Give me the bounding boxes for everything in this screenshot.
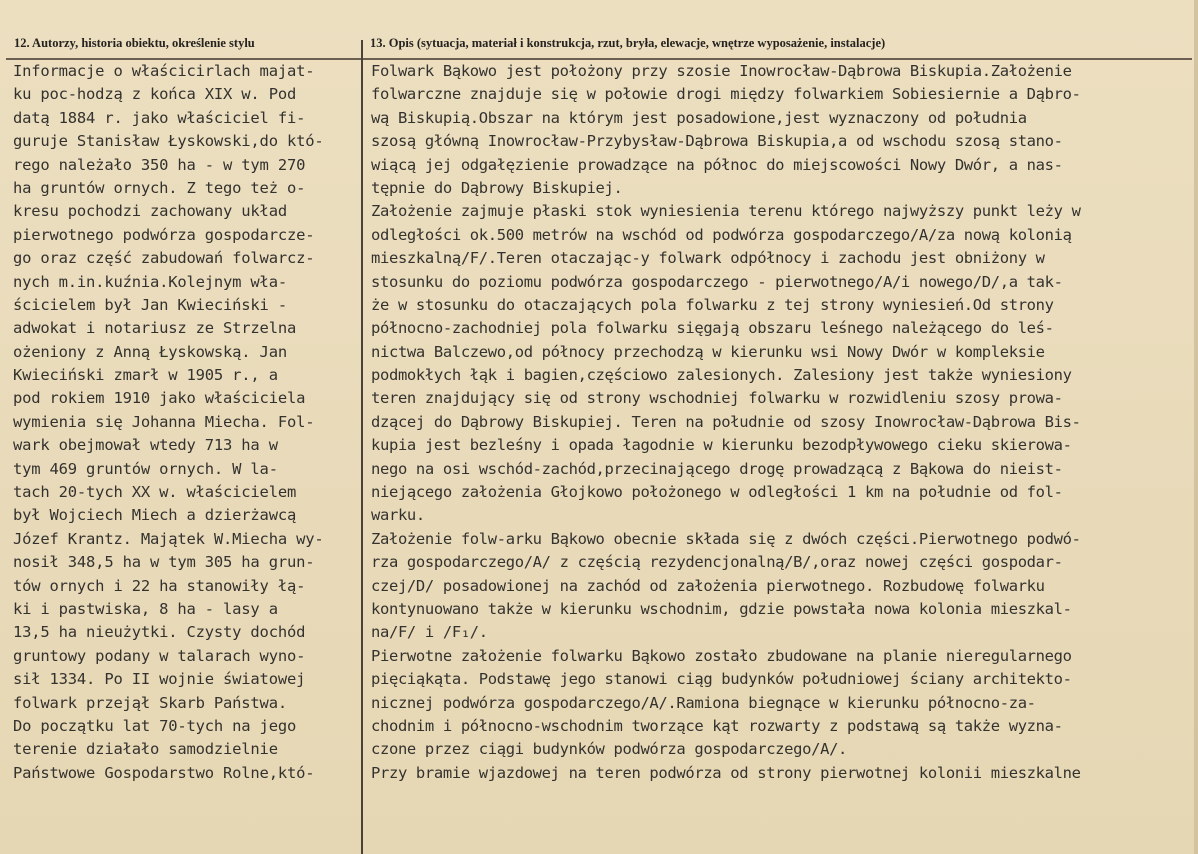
- history-text-line: kresu pochodzi zachowany układ: [13, 202, 287, 221]
- description-text-line: nictwa Balczewo,od północy przechodzą w kierunku wsi Nowy Dwór w kompleksie: [371, 342, 1045, 361]
- history-text-line: terenie działało samodzielnie: [13, 740, 278, 759]
- description-text-line: czone przez ciągi budynków podwórza gospodarczego/A/.: [371, 740, 848, 759]
- description-text-line: Założenie folw-arku Bąkowo obecnie składa się z dwóch części.Pierwotnego podwó-: [371, 529, 1081, 548]
- history-text-line: pierwotnego podwórza gospodarcze-: [13, 225, 315, 244]
- description-text-line: pięciąkąta. Podstawę jego stanowi ciąg budynków południowej ściany architekto-: [371, 670, 1072, 689]
- description-text-line: północno-zachodniej pola folwarku sięgają obszaru leśnego należącego do leś-: [371, 319, 1054, 338]
- description-text-line: nego na osi wschód-zachód,przecinającego drogę prowadzącą z Bąkowa do nieist-: [371, 459, 1063, 478]
- description-text-line: chodnim i północno-wschodnim tworzące kąt rozwarty z podstawą są także wyzna-: [371, 716, 1063, 735]
- description-text-line: na/F/ i /F₁/.: [371, 623, 488, 642]
- history-text-line: go oraz część zabudowań folwarcz-: [13, 249, 315, 268]
- description-text-line: Folwark Bąkowo jest położony przy szosie Inowrocław-Dąbrowa Biskupia.Założenie: [371, 62, 1072, 80]
- description-text-line: kupia jest bezleśny i opada łagodnie w kierunku bezodpływowego cieku skierowa-: [371, 436, 1072, 455]
- history-text-line: tów ornych i 22 ha stanowiły łą-: [13, 576, 306, 595]
- description-text-line: wą Biskupią.Obszar na którym jest posadowione,jest wyznaczony od południa: [371, 108, 1027, 127]
- history-text-line: sił 1334. Po II wojnie światowej: [13, 670, 306, 689]
- description-text-line: stosunku do poziomu podwórza gospodarczego - pierwotnego/A/i nowego/D/,a tak-: [371, 272, 1063, 291]
- history-text-line: ha gruntów ornych. Z tego też o-: [13, 178, 306, 197]
- history-text-line: nosił 348,5 ha w tym 305 ha grun-: [13, 553, 315, 572]
- history-text-line: Informacje o właścicirlach majat-: [13, 62, 315, 80]
- history-text-line: Józef Krantz. Majątek W.Miecha wy-: [13, 529, 324, 548]
- description-text-line: mieszkalną/F/.Teren otaczając-y folwark odpółnocy i zachodu jest obniżony w: [371, 249, 1045, 268]
- history-text-line: Kwieciński zmarł w 1905 r., a: [13, 366, 278, 385]
- history-text-line: wark obejmował wtedy 713 ha w: [13, 436, 278, 455]
- description-text-line: czej/D/ posadowionej na zachód od założenia pierwotnego. Rozbudowę folwarku: [371, 576, 1045, 595]
- history-text-line: tym 469 gruntów ornych. W la-: [13, 459, 278, 478]
- description-text-line: szosą główną Inowrocław-Przybysław-Dąbrowa Biskupia,a od wschodu szosą stano-: [371, 132, 1063, 151]
- description-text-line: rza gospodarczego/A/ z częścią rezydencjonalną/B/,oraz nowej części gospodar-: [371, 553, 1063, 572]
- description-text-line: teren znajdujący się od strony wschodniej folwarku w rozwidleniu szosy prowa-: [371, 389, 1063, 408]
- history-text-line: ścicielem był Jan Kwieciński -: [13, 295, 287, 314]
- description-text-line: Pierwotne założenie folwarku Bąkowo zostało zbudowane na planie nieregularnego: [371, 646, 1072, 665]
- description-text-line: tępnie do Dąbrowy Biskupiej.: [371, 178, 623, 197]
- history-text-line: ki i pastwiska, 8 ha - lasy a: [13, 599, 278, 618]
- description-text-line: Przy bramie wjazdowej na teren podwórza od strony pierwotnej kolonii mieszkalne: [371, 763, 1081, 782]
- column-divider-line: [361, 40, 363, 854]
- history-text-line: ku poc-hodzą z końca XIX w. Pod: [13, 85, 297, 104]
- history-text-line: wymienia się Johanna Miecha. Fol-: [13, 412, 315, 431]
- history-text-line: adwokat i notariusz ze Strzelna: [13, 319, 297, 338]
- description-text-line: dzącej do Dąbrowy Biskupiej. Teren na południe od szosy Inowrocław-Dąbrowa Bis-: [371, 412, 1081, 431]
- history-text-line: ożeniony z Anną Łyskowską. Jan: [13, 342, 287, 361]
- description-text-line: niejącego założenia Głojkowo położonego w odległości 1 km na południe od fol-: [371, 483, 1063, 502]
- description-text-line: warku.: [371, 506, 425, 525]
- description-text-line: Założenie zajmuje płaski stok wyniesienia terenu którego najwyższy punkt leży w: [371, 202, 1081, 221]
- history-text-line: tach 20-tych XX w. właścicielem: [13, 483, 297, 502]
- history-text-line: był Wojciech Miech a dzierżawcą: [13, 506, 297, 525]
- history-text-column: [13, 60, 358, 785]
- history-text-line: 13,5 ha nieużytki. Czysty dochód: [13, 623, 306, 642]
- description-text-line: że w stosunku do otaczających pola folwarku z tej strony wyniesień.Od strony: [371, 295, 1054, 314]
- history-text-line: gruntowy podany w talarach wyno-: [13, 646, 306, 665]
- history-text-line: guruje Stanisław Łyskowski,do któ-: [13, 132, 324, 151]
- section-12-header: 12. Autorzy, historia obiektu, określenie stylu: [14, 36, 255, 50]
- description-text-column: [371, 60, 1193, 785]
- description-text-line: kontynuowano także w kierunku wschodnim, gdzie powstała nowa kolonia mieszkal-: [371, 599, 1072, 618]
- history-text-line: Państwowe Gospodarstwo Rolne,któ-: [13, 763, 315, 782]
- description-text-line: nicznej podwórza gospodarczego/A/.Ramiona biegnące w kierunku północno-za-: [371, 693, 1036, 712]
- history-text-line: datą 1884 r. jako właściciel fi-: [13, 108, 306, 127]
- description-text-line: folwarczne znajduje się w połowie drogi między folwarkiem Sobiesiernie a Dąbro-: [371, 85, 1081, 104]
- description-text-line: wiącą jej odgałęzienie prowadzące na północ do miejscowości Nowy Dwór, a nas-: [371, 155, 1063, 174]
- description-text-line: odległości ok.500 metrów na wschód od podwórza gospodarczego/A/za nową kolonią: [371, 225, 1072, 244]
- history-text-line: rego należało 350 ha - w tym 270: [13, 155, 306, 174]
- history-text-line: nych m.in.kuźnia.Kolejnym wła-: [13, 272, 287, 291]
- page-edge: [1194, 0, 1198, 854]
- history-text-line: Do początku lat 70-tych na jego: [13, 716, 297, 735]
- section-13-header: 13. Opis (sytuacja, materiał i konstrukcja, rzut, bryła, elewacje, wnętrze wyposażenie, instalacje): [370, 36, 886, 50]
- history-text-line: pod rokiem 1910 jako właściciela: [13, 389, 306, 408]
- description-text-line: podmokłych łąk i bagien,częściowo zalesionych. Zalesiony jest także wyniesiony: [371, 366, 1072, 385]
- history-text-line: folwark przejął Skarb Państwa.: [13, 693, 287, 712]
